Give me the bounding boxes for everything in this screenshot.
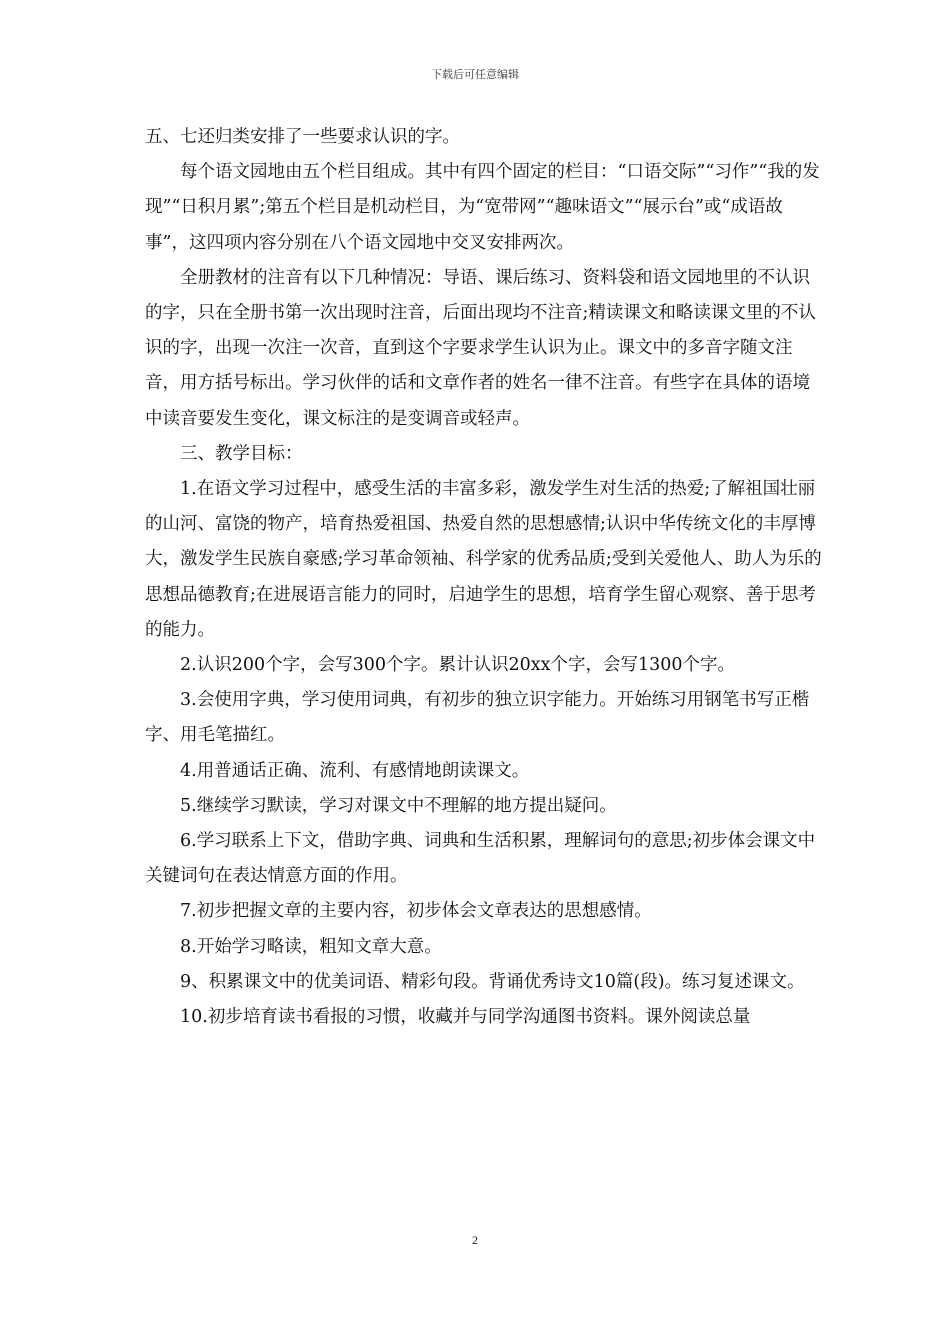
section-heading-teaching-goals: 三、教学目标：	[180, 443, 303, 464]
document-body	[145, 120, 825, 1035]
paragraph-1: 五、七还归类安排了一些要求认识的字。	[145, 127, 460, 147]
goal-item-8: 8.开始学习略读，粗知文章大意。	[180, 936, 442, 957]
goal-item-5: 5.继续学习默读，学习对课文中不理解的地方提出疑问。	[180, 795, 617, 816]
goal-item-7: 7.初步把握文章的主要内容，初步体会文章表达的思想感情。	[180, 901, 652, 922]
goal-item-4: 4.用普通话正确、流利、有感情地朗读课文。	[180, 760, 530, 781]
goal-item-2: 2.认识200个字，会写300个字。累计认识20xx个字，会写1300个字。	[180, 655, 736, 676]
paragraph-3: 全册教材的注音有以下几种情况：导语、课后练习、资料袋和语文园地里的不认识的字，只在全册书第一次出现时注音，后面出现均不注音;精读课文和略读课文里的不认识的字，出现一次注一次音，直到这个字要求学生认识为止。课文中的多音字随文注音，用方括号标出。学习伙伴的话和文章作者的姓名一律不注音。有些字在具体的语境中读音要发生变化，课文标注的是变调音或轻声。	[145, 267, 816, 429]
goal-item-10: 10.初步培育读书看报的习惯，收藏并与同学沟通图书资料。课外阅读总量	[180, 1007, 751, 1028]
goal-item-1: 1.在语文学习过程中，感受生活的丰富多彩，激发学生对生活的热爱;了解祖国壮丽的山河、富饶的物产，培育热爱祖国、热爱自然的思想感情;认识中华传统文化的丰厚博大，激发学生民族自豪感;学习革命领袖、科学家的优秀品质;受到关爱他人、助人为乐的思想品德教育;在进展语言能力的同时，启迪学生的思想，培育学生留心观察、善于思考的能力。	[145, 479, 822, 640]
goal-item-3: 3.会使用字典，学习使用词典，有初步的独立识字能力。开始练习用钢笔书写正楷字、用毛笔描红。	[145, 690, 810, 746]
paragraph-2: 每个语文园地由五个栏目组成。其中有四个固定的栏目：“口语交际”“习作”“我的发现”“日积月累”;第五个栏目是机动栏目，为“宽带网”“趣味语文”“展示台”或“成语故事”，这四项内容分别在八个语文园地中交叉安排两次。	[145, 162, 820, 253]
goal-item-9: 9、积累课文中的优美词语、精彩句段。背诵优秀诗文10篇(段)。练习复述课文。	[180, 971, 805, 992]
goal-item-6: 6.学习联系上下文，借助字典、词典和生活积累，理解词句的意思;初步体会课文中关键词句在表达情意方面的作用。	[145, 831, 816, 887]
page-header: 下载后可任意编辑	[431, 68, 519, 81]
page-number: 2	[472, 1233, 478, 1247]
